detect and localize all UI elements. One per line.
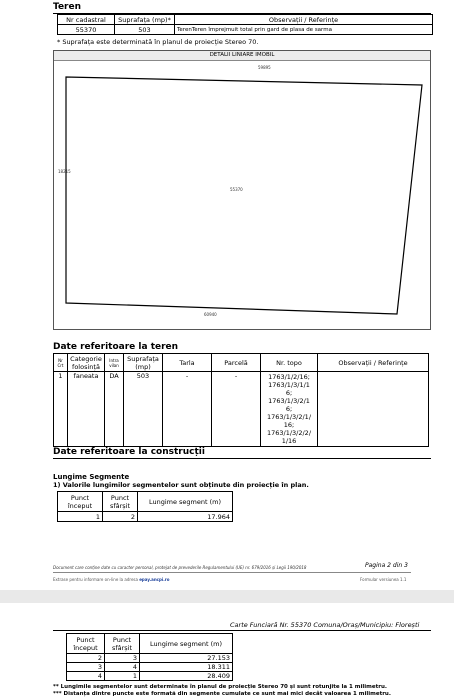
th-nr-topo: Nr. topo (261, 354, 318, 372)
cell-punct-inceput: 4 (67, 672, 105, 681)
ref-teren-table (53, 353, 429, 447)
th-intravilan: Intra vilan (105, 354, 124, 372)
topo-line: 1763/1/3/2/1/ (266, 413, 312, 421)
cell-nr-crt: 1 (54, 372, 68, 447)
cell-lungime: 27.153 (140, 654, 233, 663)
cell-tarla: - (163, 372, 212, 447)
parcel-plan-frame (53, 50, 431, 330)
segmente-table (57, 491, 233, 522)
th-nr-cadastral: Nr cadastral (58, 15, 115, 25)
cell-nr-topo (261, 372, 318, 447)
plan-bottom-label: 60940 (204, 312, 217, 317)
cell-punct-sfarsit: 4 (105, 663, 140, 672)
topo-line: 6; (285, 405, 293, 413)
cell-punct-inceput: 2 (67, 654, 105, 663)
th-nr-crt: Nr Crt (54, 354, 68, 372)
note-rounding: ** Lungimile segmentelor sunt determinate în planul de proiecție Stereo 70 și sunt rotunjite la 1 milimetru. (53, 684, 387, 690)
topo-line: 1763/1/3/2/1 (268, 397, 310, 405)
cell-nr-cadastral: 55370 (58, 25, 115, 35)
th-observatii: Observații / Referințe (175, 15, 433, 25)
th-categorie: Categorie folosință (68, 354, 105, 372)
teren-heading: Teren (53, 2, 81, 12)
th-parcela: Parcelă (212, 354, 261, 372)
cell-punct-sfarsit: 1 (105, 672, 140, 681)
footer-form-version: Formular versiunea 1.1 (360, 577, 407, 582)
page-3-sheet (0, 603, 454, 699)
topo-line: 1/16 (281, 437, 297, 445)
teren-table (57, 14, 433, 35)
cell-observatii-ref (318, 372, 429, 447)
footer-page-number: Pagina 2 din 3 (365, 562, 408, 569)
th-punct-sfarsit: Punct sfârșit (105, 634, 140, 654)
page3-header: Carte Funciară Nr. 55370 Comuna/Oraș/Municipiu: Florești (230, 621, 420, 629)
plan-center-label: 55370 (230, 187, 243, 192)
plan-title: DETALII LINIARE IMOBIL (54, 51, 430, 61)
cell-observatii: TerenTeren împrejmuit total prin gard de plasa de sarma (175, 25, 433, 35)
cell-punct-inceput: 1 (58, 512, 103, 522)
ref-constructii-heading: Date referitoare la construcții (53, 447, 205, 457)
cell-lungime: 28.409 (140, 672, 233, 681)
th-punct-inceput: Punct început (67, 634, 105, 654)
footer-verify-link[interactable]: epay.ancpi.ro (139, 577, 170, 582)
cell-punct-sfarsit: 2 (103, 512, 138, 522)
topo-line: 1763/1/2/16; (268, 373, 310, 381)
topo-line: 6; (285, 389, 293, 397)
segmente-subheading: 1) Valorile lungimilor segmentelor sunt obținute din proiecție în plan. (53, 481, 309, 489)
cell-parcela: - (212, 372, 261, 447)
cell-suprafata-mp: 503 (124, 372, 163, 447)
topo-line: 1763/1/3/2/2/ (266, 429, 312, 437)
th-suprafata: Suprafața (mp)* (115, 15, 175, 25)
cell-categorie: faneata (68, 372, 105, 447)
footer-legal: Document care conține date cu caracter personal, protejat de prevederile Regulamentului (UE) nr. 679/2016 și Legii 190/2018 (53, 565, 307, 570)
th-punct-sfarsit: Punct sfârșit (103, 492, 138, 512)
topo-line: 16; (283, 421, 295, 429)
parcel-outline-drawing (54, 61, 430, 329)
th-lungime: Lungime segment (m) (140, 634, 233, 654)
cell-punct-sfarsit: 3 (105, 654, 140, 663)
cell-lungime: 18.311 (140, 663, 233, 672)
plan-top-label: 59895 (258, 65, 271, 70)
th-suprafata-mp: Suprafața (mp) (124, 354, 163, 372)
cell-intravilan: DA (105, 372, 124, 447)
th-observatii-ref: Observații / Referințe (318, 354, 429, 372)
topo-line: 1763/1/3/1/1 (268, 381, 310, 389)
segmente-table-continued (66, 633, 233, 681)
footer-verify (53, 577, 170, 582)
cell-punct-inceput: 3 (67, 663, 105, 672)
th-punct-inceput: Punct început (58, 492, 103, 512)
ref-teren-heading: Date referitoare la teren (53, 342, 179, 352)
plan-left-label: 18215 (58, 169, 71, 174)
cell-lungime: 17.964 (138, 512, 233, 522)
cell-suprafata: 503 (115, 25, 175, 35)
th-tarla: Tarla (163, 354, 212, 372)
teren-note: * Suprafața este determinată în planul de proiecție Stereo 70. (57, 38, 259, 46)
parcel-outline (66, 77, 422, 314)
footer-verify-prefix: Extrase pentru informare on-line la adresa (53, 577, 138, 582)
th-lungime: Lungime segment (m) (138, 492, 233, 512)
segmente-heading: Lungime Segmente (53, 473, 130, 481)
note-distance: *** Distanța dintre puncte este formată din segmente cumulate ce sunt mai mici decât valoarea 1 milimetru. (53, 691, 391, 697)
